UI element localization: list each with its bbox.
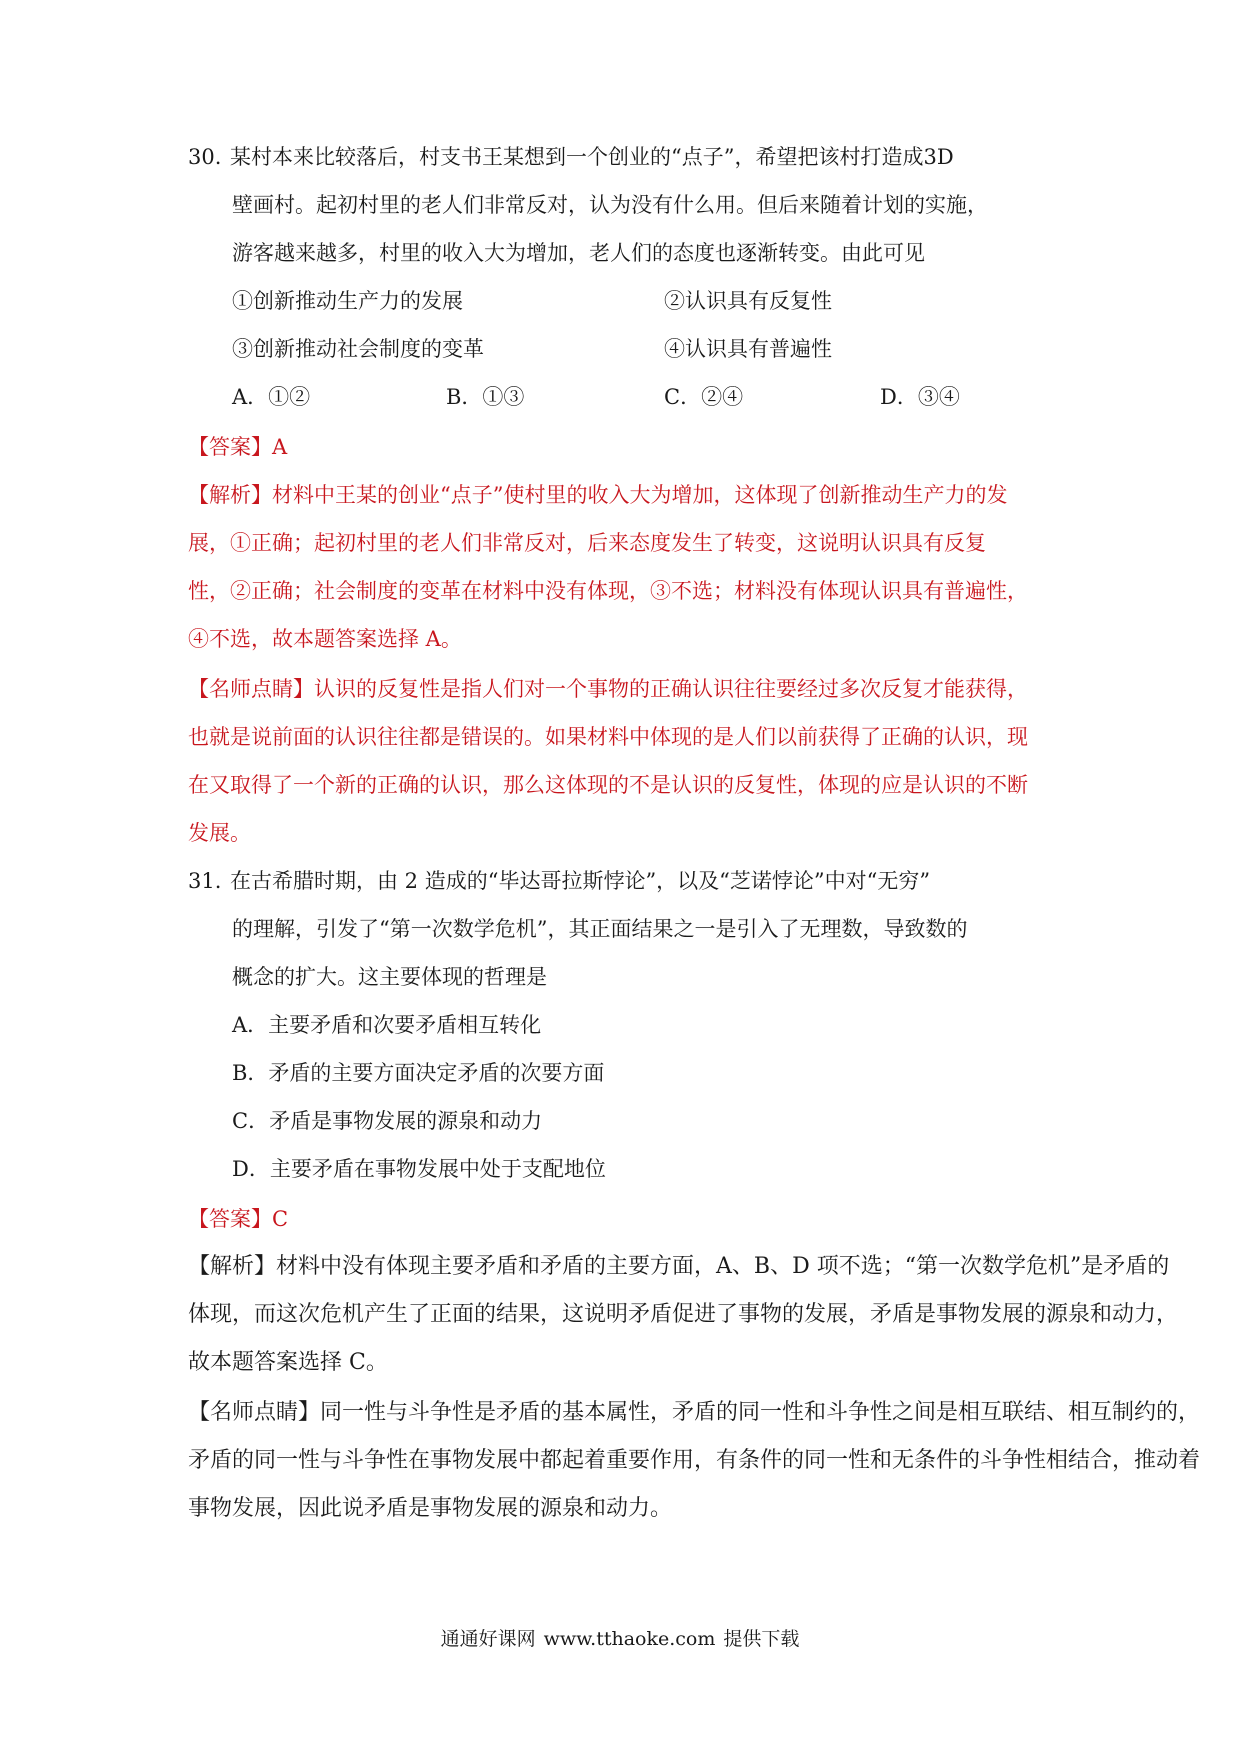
q30-tip-line-3: 在又取得了一个新的正确的认识，那么这体现的不是认识的反复性，体现的应是认识的不断	[188, 773, 1028, 797]
q30-tip-tag: 【名师点睛】	[188, 677, 314, 701]
q30-statement-3: ③创新推动社会制度的变革	[232, 337, 484, 361]
q31-tip-tag: 【名师点睛】	[188, 1400, 321, 1425]
q30-analysis-tag: 【解析】	[188, 483, 272, 507]
q30-option-c: C．②④	[664, 385, 744, 409]
page-footer	[0, 1626, 1240, 1652]
q31-tip-line-2: 矛盾的同一性与斗争性在事物发展中都起着重要作用，有条件的同一性和无条件的斗争性相结合，推动着	[188, 1448, 1201, 1473]
q30-stem-line-1: 某村本来比较落后，村支书王某想到一个创业的“点子”，希望把该村打造成3D	[230, 145, 954, 169]
q30-analysis-line-2: 展，①正确；起初村里的老人们非常反对，后来态度发生了转变，这说明认识具有反复	[188, 531, 986, 555]
q31-answer-tag: 【答案】	[188, 1207, 272, 1231]
q30-stem-line-3: 游客越来越多，村里的收入大为增加，老人们的态度也逐渐转变。由此可见	[232, 241, 925, 265]
q31-analysis-line-3: 故本题答案选择 C。	[188, 1350, 388, 1375]
q30-analysis-line-4: ④不选，故本题答案选择 A。	[188, 627, 462, 651]
q30-answer	[188, 432, 287, 462]
q30-statement-2: ②认识具有反复性	[664, 289, 832, 313]
q31-analysis-text-1: 材料中没有体现主要矛盾和矛盾的主要方面，A、B、D 项不选；“第一次数学危机”是矛盾的	[276, 1254, 1170, 1279]
q30-option-a: A．①②	[232, 385, 311, 409]
q30-stem-line-2: 壁画村。起初村里的老人们非常反对，认为没有什么用。但后来随着计划的实施，	[232, 193, 988, 217]
q30-option-d: D．③④	[880, 385, 960, 409]
q30-answer-tag: 【答案】	[188, 435, 272, 459]
q30-statement-1: ①创新推动生产力的发展	[232, 289, 463, 313]
q30-option-b: B．①③	[446, 385, 525, 409]
q30-statement-4: ④认识具有普遍性	[664, 337, 832, 361]
q31-option-b: B．矛盾的主要方面决定矛盾的次要方面	[232, 1061, 605, 1085]
q31-analysis-tag: 【解析】	[188, 1254, 277, 1279]
q30-tip-line-2: 也就是说前面的认识往往都是错误的。如果材料中体现的是人们以前获得了正确的认识，现	[188, 725, 1028, 749]
q31-stem-line-3: 概念的扩大。这主要体现的哲理是	[232, 965, 547, 989]
q31-answer-value: C	[272, 1207, 289, 1231]
q31-number: 31.	[188, 869, 222, 893]
q30-number: 30.	[188, 145, 222, 169]
q31-option-d: D．主要矛盾在事物发展中处于支配地位	[232, 1157, 606, 1181]
q31-analysis-line-1	[188, 1252, 1169, 1282]
q30-analysis-text-1: 材料中王某的创业“点子”使村里的收入大为增加，这体现了创新推动生产力的发	[272, 483, 1008, 507]
q31-answer	[188, 1204, 288, 1234]
footer-site-name: 通通好课网	[440, 1628, 536, 1650]
q31-stem-line-2: 的理解，引发了“第一次数学危机”，其正面结果之一是引入了无理数，导致数的	[232, 917, 968, 941]
footer-suffix: 提供下载	[723, 1628, 800, 1650]
q30-answer-value: A	[272, 435, 288, 459]
q31-option-c: C．矛盾是事物发展的源泉和动力	[232, 1109, 543, 1133]
q31-stem-line-1: 在古希腊时期，由 2 造成的“毕达哥拉斯悖论”，以及“芝诺悖论”中对“无穷”	[230, 869, 931, 893]
q31-option-a: A．主要矛盾和次要矛盾相互转化	[232, 1013, 542, 1037]
q31-tip-text-1: 同一性与斗争性是矛盾的基本属性，矛盾的同一性和斗争性之间是相互联结、相互制约的，	[320, 1400, 1201, 1425]
q30-tip-line-1	[188, 674, 1028, 704]
q31-analysis-line-2: 体现，而这次危机产生了正面的结果，这说明矛盾促进了事物的发展，矛盾是事物发展的源泉和动力，	[188, 1302, 1179, 1327]
footer-url[interactable]: www.tthaoke.com	[543, 1628, 716, 1650]
q30-analysis-line-3: 性，②正确；社会制度的变革在材料中没有体现，③不选；材料没有体现认识具有普遍性，	[188, 579, 1028, 603]
q30-tip-text-1: 认识的反复性是指人们对一个事物的正确认识往往要经过多次反复才能获得，	[314, 677, 1028, 701]
q30-tip-line-4: 发展。	[188, 821, 251, 845]
q31-tip-line-3: 事物发展，因此说矛盾是事物发展的源泉和动力。	[188, 1496, 673, 1521]
q31-tip-line-1	[188, 1398, 1200, 1428]
q30-analysis-line-1	[188, 480, 1007, 510]
